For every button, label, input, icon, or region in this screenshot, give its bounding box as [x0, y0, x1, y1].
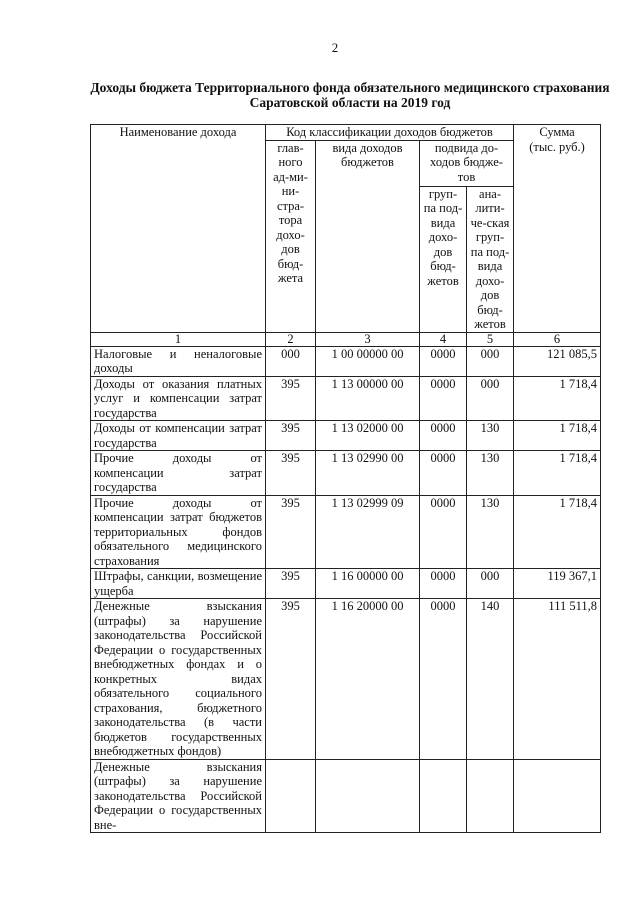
row-sum: 1 718,4 — [514, 451, 601, 496]
row-analytic-group: 130 — [467, 495, 514, 569]
row-admin-code: 395 — [266, 451, 316, 496]
row-subgroup: 0000 — [420, 346, 467, 376]
row-admin-code: 395 — [266, 495, 316, 569]
header-analytic: ана-лити-че-ская груп-па под-вида дохо-дов бюд-жетов — [467, 186, 514, 332]
title-line-2: Саратовской области на 2019 год — [249, 95, 451, 110]
table-row — [91, 421, 601, 451]
row-admin-code: 395 — [266, 421, 316, 451]
table-row — [91, 599, 601, 760]
row-sum: 121 085,5 — [514, 346, 601, 376]
row-admin-code: 395 — [266, 569, 316, 599]
header-sum: Сумма (тыс. руб.) — [514, 125, 601, 333]
row-income-code: 1 13 02000 00 — [316, 421, 420, 451]
row-income-code — [316, 759, 420, 833]
header-code-group: Код классификации доходов бюджетов — [266, 125, 514, 141]
column-number: 6 — [514, 332, 601, 346]
row-sum: 119 367,1 — [514, 569, 601, 599]
header-row-1 — [91, 125, 601, 141]
column-number: 5 — [467, 332, 514, 346]
row-income-code: 1 13 00000 00 — [316, 376, 420, 421]
row-name: Прочие доходы от компенсации затрат бюджетов территориальных фондов обязательного медицинского страхования — [91, 495, 266, 569]
table-row — [91, 495, 601, 569]
header-admin: глав-ного ад-ми-ни-стра-тора дохо-дов бюд-жета — [266, 140, 316, 332]
row-analytic-group: 000 — [467, 346, 514, 376]
row-name: Денежные взыскания (штрафы) за нарушение законодательства Российской Федерации о государственных вне- — [91, 759, 266, 833]
row-subgroup: 0000 — [420, 495, 467, 569]
column-number: 4 — [420, 332, 467, 346]
row-subgroup: 0000 — [420, 599, 467, 760]
row-subgroup — [420, 759, 467, 833]
income-table — [90, 124, 601, 833]
row-name: Доходы от компенсации затрат государства — [91, 421, 266, 451]
row-analytic-group: 000 — [467, 569, 514, 599]
row-sum: 111 511,8 — [514, 599, 601, 760]
row-admin-code: 395 — [266, 376, 316, 421]
page-number: 2 — [331, 40, 339, 55]
row-income-code: 1 00 00000 00 — [316, 346, 420, 376]
row-name: Штрафы, санкции, возмещение ущерба — [91, 569, 266, 599]
row-name: Денежные взыскания (штрафы) за нарушение законодательства Российской Федерации о государственных внебюджетных фондах и о конкретных видах обязательного социального страхования, бюджетного законодательства (в части бюджетов государственных внебюджетных фондов) — [91, 599, 266, 760]
row-subgroup: 0000 — [420, 421, 467, 451]
row-name: Доходы от оказания платных услуг и компенсации затрат государства — [91, 376, 266, 421]
row-admin-code: 000 — [266, 346, 316, 376]
table-row — [91, 759, 601, 833]
table-row — [91, 569, 601, 599]
header-name: Наименование дохода — [91, 125, 266, 333]
row-income-code: 1 13 02990 00 — [316, 451, 420, 496]
title-line-1: Доходы бюджета Территориального фонда обязательного медицинского страхования — [90, 80, 610, 95]
row-analytic-group: 130 — [467, 451, 514, 496]
row-admin-code: 395 — [266, 599, 316, 760]
row-sum — [514, 759, 601, 833]
row-admin-code — [266, 759, 316, 833]
row-analytic-group — [467, 759, 514, 833]
column-number: 2 — [266, 332, 316, 346]
row-subgroup: 0000 — [420, 376, 467, 421]
header-type: вида доходов бюджетов — [316, 140, 420, 332]
column-number: 1 — [91, 332, 266, 346]
column-number-row — [91, 332, 601, 346]
column-number: 3 — [316, 332, 420, 346]
row-sum: 1 718,4 — [514, 421, 601, 451]
row-income-code: 1 16 00000 00 — [316, 569, 420, 599]
row-name: Налоговые и неналоговые доходы — [91, 346, 266, 376]
row-analytic-group: 140 — [467, 599, 514, 760]
row-income-code: 1 13 02999 09 — [316, 495, 420, 569]
table-row — [91, 376, 601, 421]
document-title — [90, 80, 610, 110]
row-income-code: 1 16 20000 00 — [316, 599, 420, 760]
row-sum: 1 718,4 — [514, 376, 601, 421]
row-subgroup: 0000 — [420, 451, 467, 496]
header-subgroup: груп-па под-вида дохо-дов бюд-жетов — [420, 186, 467, 332]
table-row — [91, 346, 601, 376]
row-analytic-group: 130 — [467, 421, 514, 451]
row-analytic-group: 000 — [467, 376, 514, 421]
row-subgroup: 0000 — [420, 569, 467, 599]
row-name: Прочие доходы от компенсации затрат государства — [91, 451, 266, 496]
row-sum: 1 718,4 — [514, 495, 601, 569]
header-subtype-group: подвида до-ходов бюдже-тов — [420, 140, 514, 186]
table-row — [91, 451, 601, 496]
